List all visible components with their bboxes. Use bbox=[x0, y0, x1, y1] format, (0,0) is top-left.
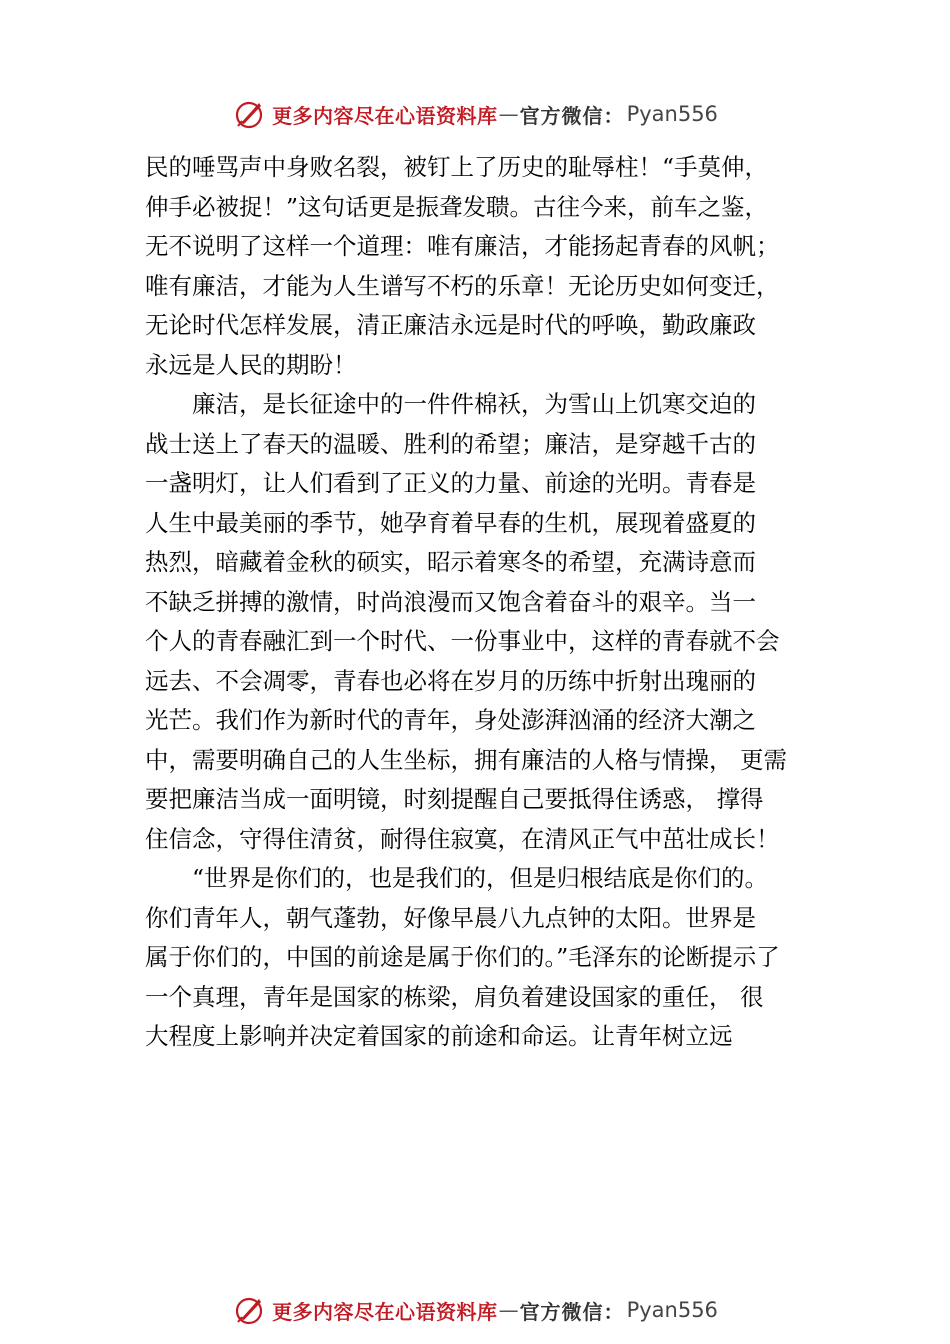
body-line: 人生中最美丽的季节，她孕育着早春的生机，展现着盛夏的 bbox=[145, 508, 756, 537]
footer-separator: — bbox=[498, 1298, 519, 1322]
body-line: 住信念，守得住清贫，耐得住寂寞，在清风正气中茁壮成长！ bbox=[145, 824, 780, 853]
body-line: 民的唾骂声中身败名裂，被钉上了历史的耻辱柱！“手莫伸， bbox=[145, 153, 769, 181]
body-line: 一盏明灯，让人们看到了正义的力量、前途的光明。青春是 bbox=[145, 469, 756, 497]
body-line: 中，需要明确自己的人生坐标，拥有廉洁的人格与情操， 更需 bbox=[145, 745, 787, 774]
body-line: “世界是你们的，也是我们的，但是归根结底是你们的。 bbox=[145, 864, 769, 892]
body-line: 要把廉洁当成一面明镜，时刻提醒自己要抵得住诱惑， 撑得 bbox=[145, 785, 764, 813]
footer-banner bbox=[0, 1290, 950, 1330]
body-line: 无论时代怎样发展，清正廉洁永远是时代的呼唤，勤政廉政 bbox=[145, 311, 756, 339]
body-line: 大程度上影响并决定着国家的前途和命运。让青年树立远 bbox=[145, 1022, 733, 1050]
body-line: 战士送上了春天的温暖、胜利的希望；廉洁，是穿越千古的 bbox=[145, 429, 756, 458]
body-line: 一个真理，青年是国家的栋梁，肩负着建设国家的重任， 很 bbox=[145, 982, 764, 1011]
body-line: 不缺乏拼搏的激情，时尚浪漫而又饱含着奋斗的艰辛。当一 bbox=[145, 587, 756, 616]
header-wechat-label: 官方微信： bbox=[519, 103, 625, 128]
quill-logo-icon bbox=[232, 1292, 268, 1328]
document-body bbox=[145, 148, 825, 1057]
header-main-text: 更多内容尽在心语资料库 bbox=[272, 103, 498, 128]
footer-wechat-id: Pyan556 bbox=[626, 1298, 718, 1322]
header-wechat-id: Pyan556 bbox=[626, 102, 718, 126]
body-line: 个人的青春融汇到一个时代、一份事业中，这样的青春就不会 bbox=[145, 627, 780, 655]
body-line: 伸手必被捉！”这句话更是振聋发聩。古往今来，前车之鉴， bbox=[145, 192, 769, 221]
footer-wechat-label: 官方微信： bbox=[519, 1299, 625, 1324]
quill-logo-icon bbox=[232, 96, 268, 132]
body-line: 属于你们的，中国的前途是属于你们的。”毛泽东的论断提示了 bbox=[145, 943, 780, 971]
footer-main-text: 更多内容尽在心语资料库 bbox=[272, 1299, 498, 1324]
body-line: 廉洁，是长征途中的一件件棉袄，为雪山上饥寒交迫的 bbox=[145, 390, 756, 418]
body-line: 热烈，暗藏着金秋的硕实，昭示着寒冬的希望，充满诗意而 bbox=[145, 548, 756, 576]
header-banner bbox=[0, 94, 950, 134]
body-line: 无不说明了这样一个道理：唯有廉洁，才能扬起青春的风帆； bbox=[145, 232, 780, 260]
body-line: 永远是人民的期盼！ bbox=[145, 350, 357, 379]
body-line: 你们青年人，朝气蓬勃，好像早晨八九点钟的太阳。世界是 bbox=[145, 903, 756, 932]
body-line: 光芒。我们作为新时代的青年，身处澎湃汹涌的经济大潮之 bbox=[145, 706, 756, 734]
body-line: 唯有廉洁，才能为人生谱写不朽的乐章！无论历史如何变迁， bbox=[145, 271, 780, 300]
body-line: 远去、不会凋零，青春也必将在岁月的历练中折射出瑰丽的 bbox=[145, 666, 756, 695]
header-separator: — bbox=[498, 102, 519, 126]
